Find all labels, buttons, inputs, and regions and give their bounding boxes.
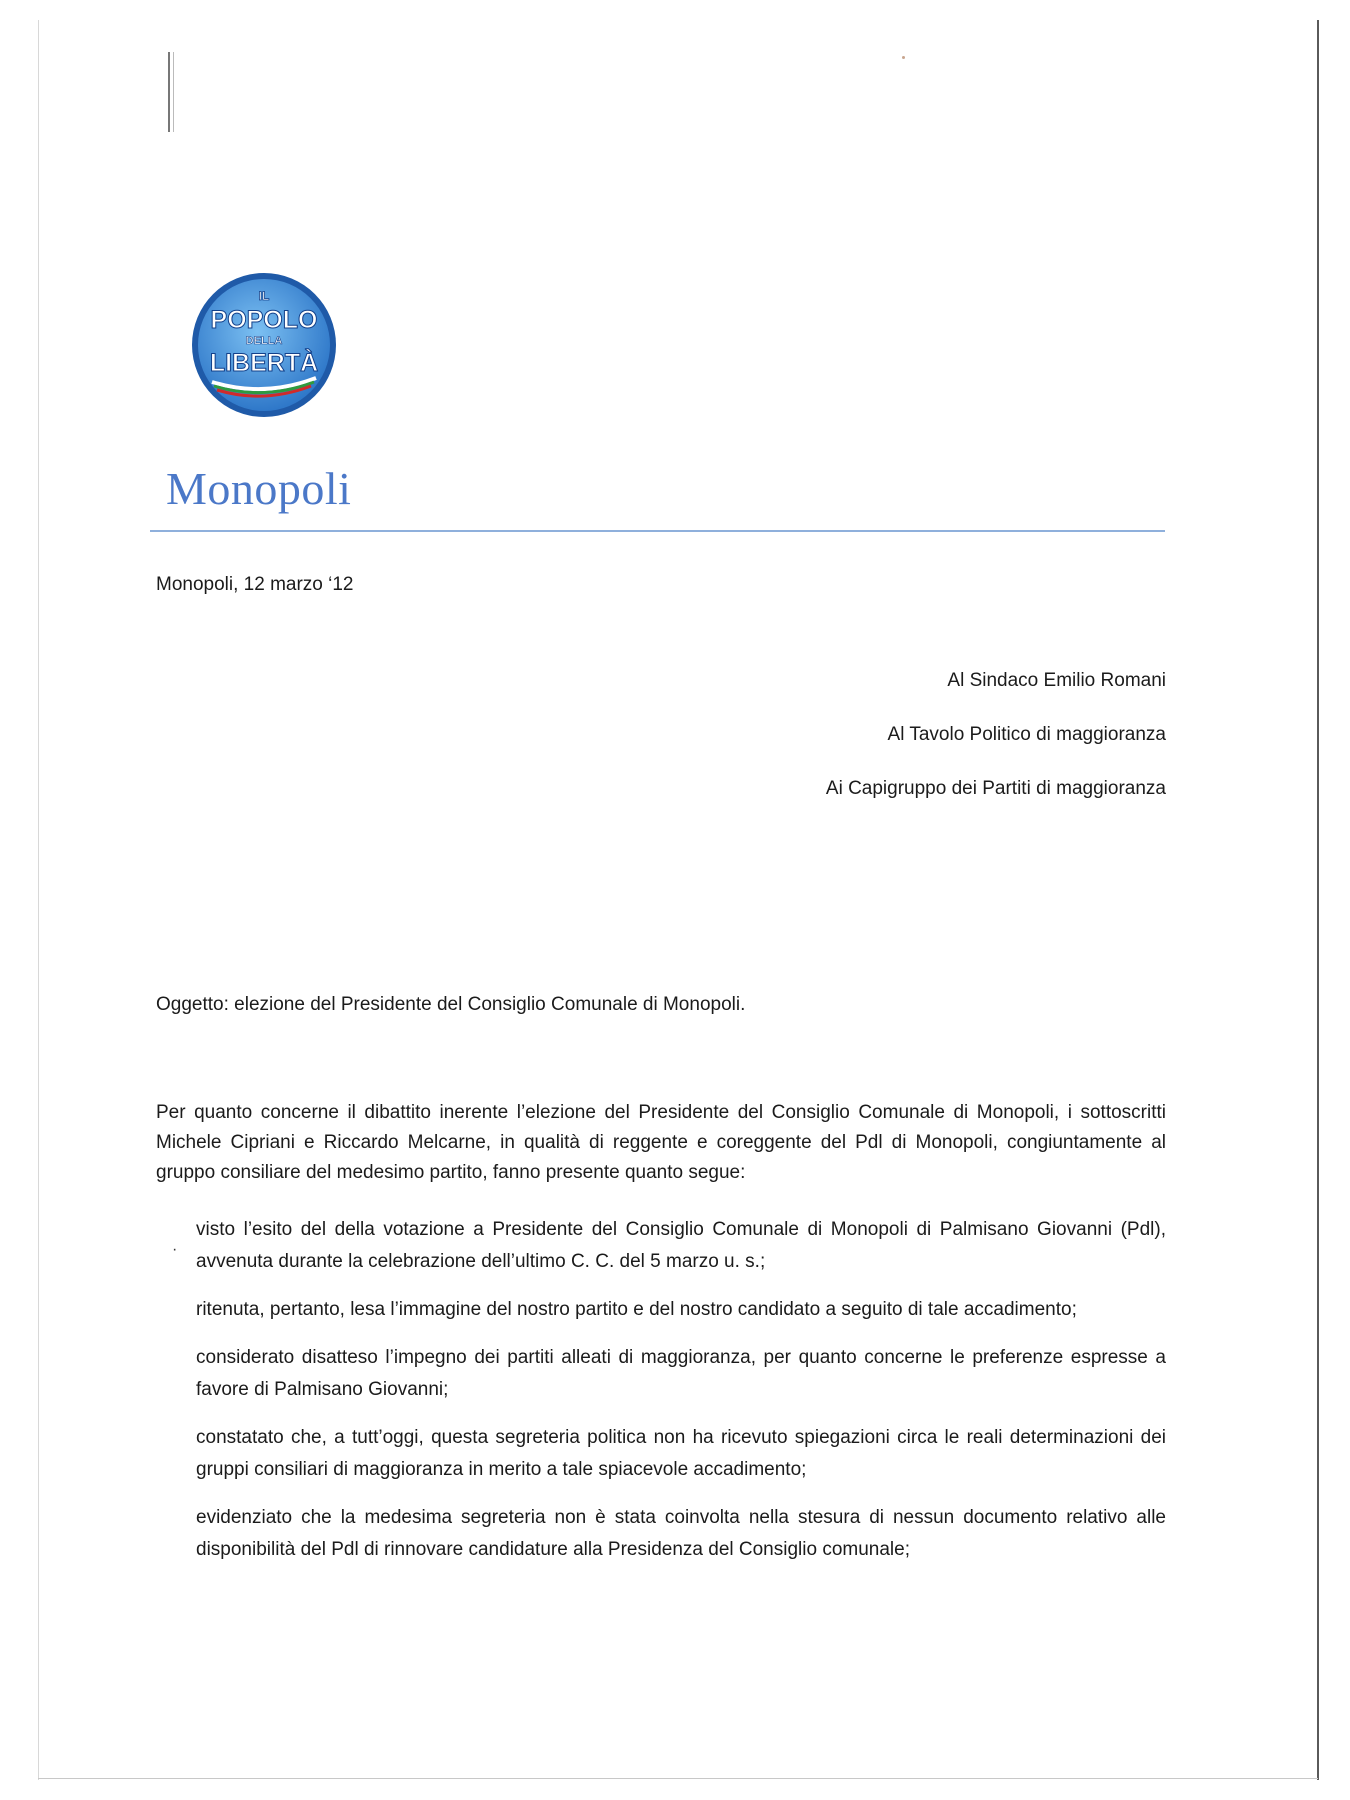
letterhead-divider <box>150 530 1165 532</box>
scan-edge-left <box>38 20 39 1780</box>
staple-mark <box>168 52 174 132</box>
scan-speck <box>902 56 905 59</box>
consideration-text: constatato che, a tutt’oggi, questa segreteria politica non ha ricevuto spiegazioni circa le reali determinazioni dei gruppi consiliari di maggioranza in merito a tale spiacevole accadimento; <box>196 1427 1166 1480</box>
consideration-item <box>172 1214 1166 1278</box>
scan-edge-right <box>1317 20 1319 1780</box>
consideration-item <box>196 1342 1166 1406</box>
letter-intro-paragraph: Per quanto concerne il dibattito inerente l’elezione del Presidente del Consiglio Comunale di Monopoli, i sottoscritti Michele Cipriani e Riccardo Melcarne, in qualità di reggente e coreggente del Pdl di Monopoli, congiuntamente al gruppo consiliare del medesimo partito, fanno presente quanto segue: <box>156 1102 1166 1183</box>
consideration-text: ritenuta, pertanto, lesa l’immagine del nostro partito e del nostro candidato a seguito di tale accadimento; <box>196 1299 1077 1320</box>
logo-bottom-word: LIBERTÀ <box>209 349 319 377</box>
consideration-text: visto l’esito del della votazione a Presidente del Consiglio Comunale di Monopoli di Palmisano Giovanni (Pdl), avvenuta durante la celebrazione dell’ultimo C. C. del 5 marzo u. s.; <box>196 1219 1166 1272</box>
letter-subject: Oggetto: elezione del Presidente del Consiglio Comunale di Monopoli. <box>156 994 746 1015</box>
recipient-line: Al Tavolo Politico di maggioranza <box>887 724 1166 745</box>
logo-middle-word: DELLA <box>245 335 283 347</box>
consideration-text: considerato disatteso l’impegno dei partiti alleati di maggioranza, per quanto concerne le preferenze espresse a favore di Palmisano Giovanni; <box>196 1347 1166 1400</box>
recipient-line: Al Sindaco Emilio Romani <box>947 670 1166 691</box>
recipients-block <box>700 668 1166 830</box>
recipient-line: Ai Capigruppo dei Partiti di maggioranza <box>825 778 1166 799</box>
logo-top-word: IL <box>258 289 270 303</box>
considerations-list <box>172 1214 1166 1582</box>
party-logo-emblem <box>184 270 344 420</box>
logo-main-word: POPOLO <box>210 306 318 334</box>
margin-mark: · <box>172 1241 178 1258</box>
consideration-item <box>196 1502 1166 1566</box>
letter-date: Monopoli, 12 marzo ‘12 <box>156 574 354 595</box>
scan-edge-bottom <box>38 1778 1318 1779</box>
consideration-item <box>196 1422 1166 1486</box>
consideration-item <box>196 1294 1166 1326</box>
consideration-text: evidenziato che la medesima segreteria non è stata coinvolta nella stesura di nessun documento relativo alle disponibilità del Pdl di rinnovare candidature alla Presidenza del Consiglio comunale; <box>196 1507 1166 1560</box>
party-logo <box>184 270 344 420</box>
letterhead-city: Monopoli <box>166 463 352 514</box>
